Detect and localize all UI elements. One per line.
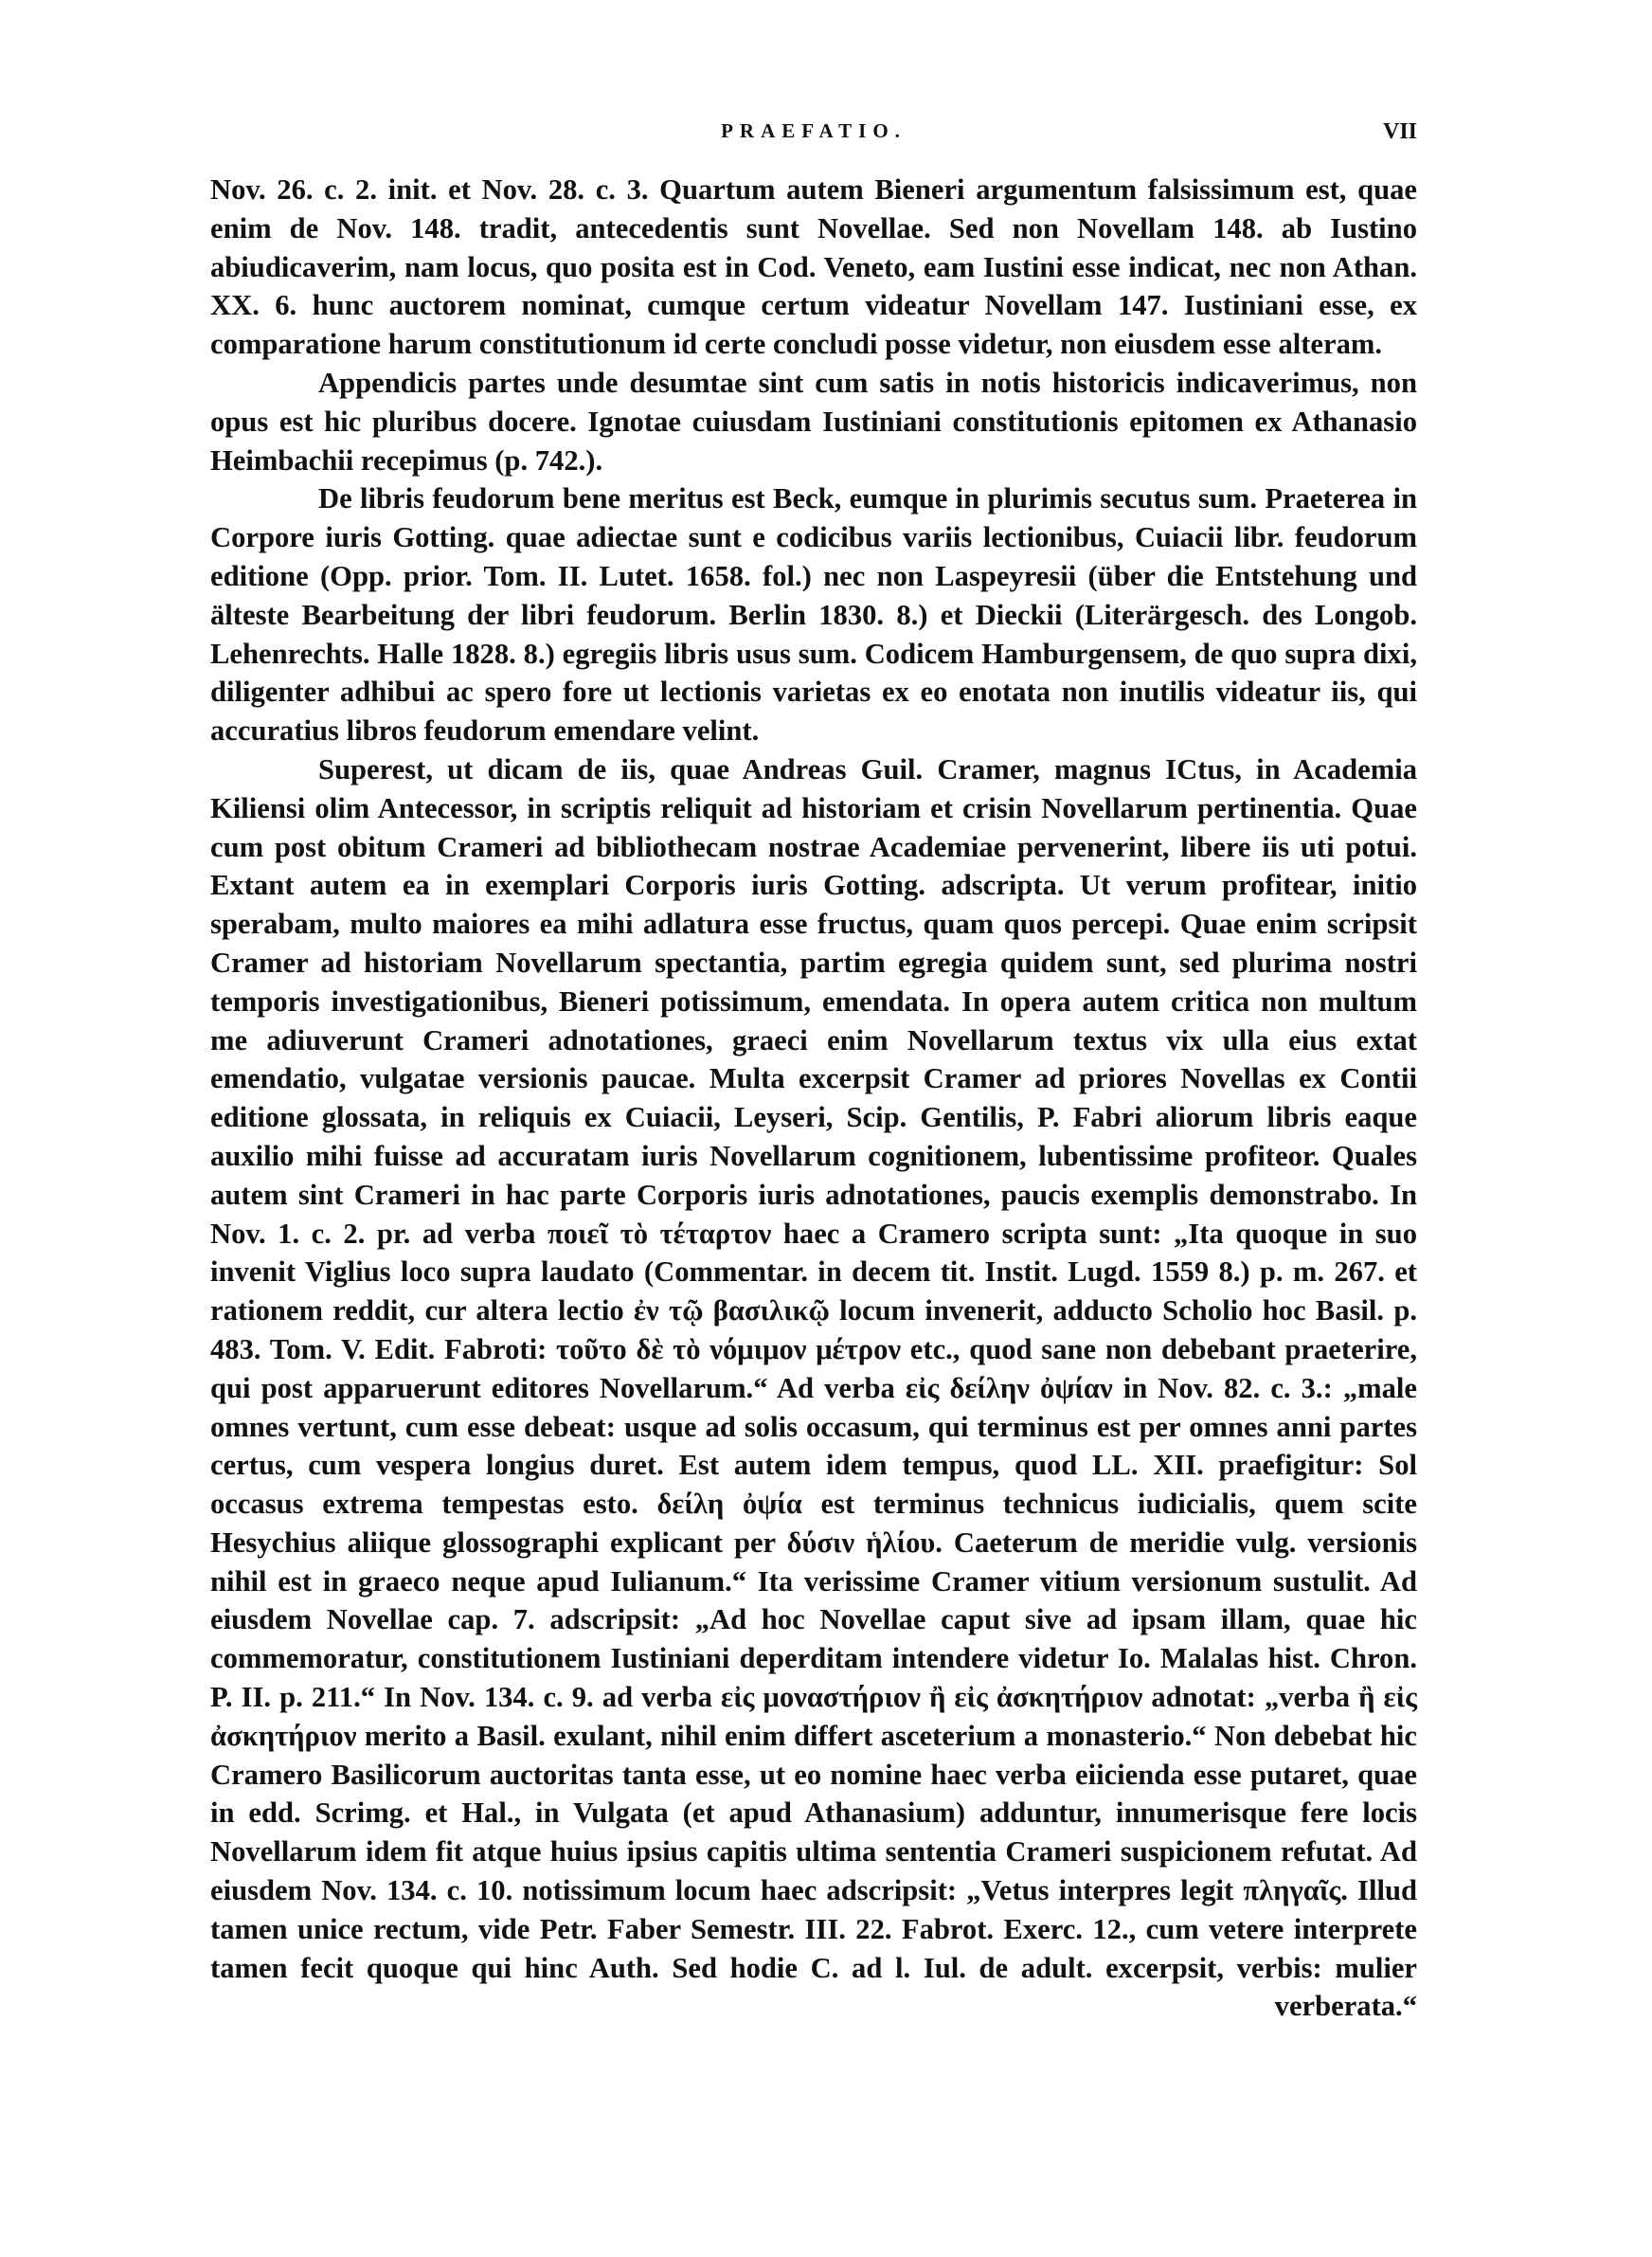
page-header bbox=[210, 119, 1417, 157]
paragraph: Appendicis partes unde desumtae sint cum satis in notis historicis indicaverimus, non opus est hic pluribus docere. Ignotae cuiusdam Iustiniani constitutionis epitomen ex Athanasio Heimbachii recepimus (p. 742.). bbox=[210, 366, 1417, 477]
paragraph: Nov. 26. c. 2. init. et Nov. 28. c. 3. Quartum autem Bieneri argumentum falsissimum est, quae enim de Nov. 148. tradit, antecedentis sunt Novellae. Sed non Novellam 148. ab Iustino abiudicaverim, nam locus, quo posita est in Cod. Veneto, eam Iustini esse indicat, nec non Athan. XX. 6. hunc auctorem nominat, cumque certum videatur Novellam 147. Iustiniani esse, ex comparatione harum constitutionum id certe concludi posse videtur, non eiusdem esse alteram. bbox=[210, 173, 1417, 361]
page-number: VII bbox=[1382, 119, 1417, 144]
main-text bbox=[210, 171, 1417, 2026]
paragraph: Superest, ut dicam de iis, quae Andreas Guil. Cramer, magnus ICtus, in Academia Kiliensi olim Antecessor, in scriptis reliquit ad historiam et crisin Novellarum pertinentia. Quae cum post obitum Crameri ad bibliothecam nostrae Academiae pervenerint, libere iis uti potui. Extant autem ea in exemplari Corporis iuris Gotting. adscripta. Ut verum profitear, initio sperabam, multo maiores ea mihi adlatura esse fructus, quam quos percepi. Quae enim scripsit Cramer ad historiam Novellarum spectantia, partim egregia quidem sunt, sed plurima nostri temporis investigationibus, Bieneri potissimum, emendata. In opera autem critica non multum me adiuverunt Crameri adnotationes, graeci enim Novellarum textus vix ulla eius extat emendatio, vulgatae versionis paucae. Multa excerpsit Cramer ad priores Novellas ex Contii editione glossata, in reliquis ex Cuiacii, Leyseri, Scip. Gentilis, P. Fabri aliorum libris eaque auxilio mihi fuisse ad accuratam iuris Novellarum cognitionem, lubentissime profiteor. Quales autem sint Crameri in hac parte Corporis iuris adnotationes, paucis exemplis demonstrabo. In Nov. 1. c. 2. pr. ad verba ποιεῖ τὸ τέταρτον haec a Cramero scripta sunt: „Ita quoque in suo invenit Viglius loco supra laudato (Commentar. in decem tit. Instit. Lugd. 1559 8.) p. m. 267. et rationem reddit, cur altera lectio ἐν τῷ βασιλικῷ locum invenerit, adducto Scholio hoc Basil. p. 483. Tom. V. Edit. Fabroti: τοῦτο δὲ τὸ νόμιμον μέτρον etc., quod sane non debebant praeterire, qui post apparuerunt editores Novellarum.“ Ad verba εἰς δείλην ὀψίαν in Nov. 82. c. 3.: „male omnes vertunt, cum esse debeat: usque ad solis occasum, qui terminus est per omnes anni partes certus, cum vespera longius duret. Est autem idem tempus, quod LL. XII. praefigitur: Sol occasus extrema tempestas esto. δείλη ὀψία est terminus technicus iudicialis, quem scite Hesychius aliique glossographi explicant per δύσιν ἡλίου. Caeterum de meridie vulg. versionis nihil est in graeco neque apud Iulianum.“ Ita verissime Cramer vitium versionum sustulit. Ad eiusdem Novellae cap. 7. adscripsit: „Ad hoc Novellae caput sive ad ipsam illam, quae hic commemoratur, constitutionem Iustiniani deperditam intendere videtur Io. Malalas hist. Chron. P. II. p. 211.“ In Nov. 134. c. 9. ad verba εἰς μοναστήριον ἢ εἰς ἀσκητήριον adnotat: „verba ἢ εἰς ἀσκητήριον merito a Basil. exulant, nihil enim differt asceterium a monasterio.“ Non debebat hic Cramero Basilicorum auctoritas tanta esse, ut eo nomine haec verba eiicienda esse putaret, quae in edd. Scrimg. et Hal., in Vulgata (et apud Athanasium) adduntur, innumerisque fere locis Novellarum idem fit atque huius ipsius capitis ultima sententia Crameri suspicionem refutat. Ad eiusdem Nov. 134. c. 10. notissimum locum haec adscripsit: „Vetus interpres legit πληγαῖς. Illud tamen unice rectum, vide Petr. Faber Semestr. III. 22. Fabrot. Exerc. 12., cum vetere interprete tamen fecit quoque qui hinc Auth. Sed hodie C. ad l. Iul. de adult. excerpsit, verbis: mulier verberata.“ bbox=[210, 752, 1417, 2023]
running-head: PRAEFATIO. bbox=[721, 119, 907, 142]
paragraph: De libris feudorum bene meritus est Beck, eumque in plurimis secutus sum. Praeterea in Corpore iuris Gotting. quae adiectae sunt e codicibus variis lectionibus, Cuiacii libr. feudorum editione (Opp. prior. Tom. II. Lutet. 1658. fol.) nec non Laspeyresii (über die Entstehung und älteste Bearbeitung der libri feudorum. Berlin 1830. 8.) et Dieckii (Literärgesch. des Longob. Lehenrechts. Halle 1828. 8.) egregiis libris usus sum. Codicem Hamburgensem, de quo supra dixi, diligenter adhibui ac spero fore ut lectionis varietas ex eo enotata non inutilis videatur iis, qui accuratius libros feudorum emendare velint. bbox=[210, 482, 1417, 748]
